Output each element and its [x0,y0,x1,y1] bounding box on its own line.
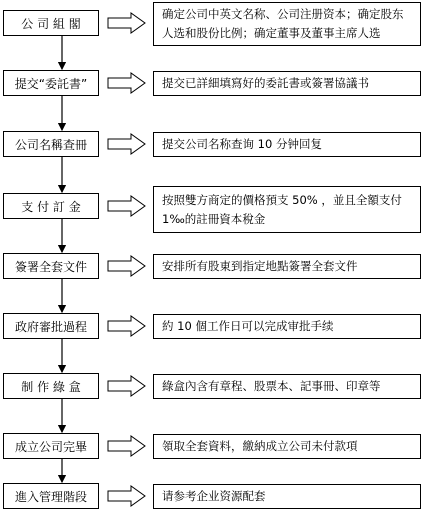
step-6-description-text: 約 10 個工作日可以完成审批手续 [162,319,334,333]
step-4-label: 支 付 訂 金 [21,199,81,214]
right-arrow-4 [108,196,145,216]
step-1-label: 公 司 組 閣 [21,16,81,31]
right-arrow-1 [108,13,145,33]
right-arrow-8 [108,436,145,456]
step-4-description-text: 按照雙方商定的價格預支 50% ，並且全額支付 1‰的註冊資本稅金 [162,192,402,226]
step-7-label: 制 作 綠 盒 [21,379,81,394]
step-8-description-text: 領取全套資料，繳納成立公司未付款項 [162,439,358,453]
step-7-description-text: 綠盒內含有章程、股票本、記事冊、印章等 [162,379,381,393]
right-arrow-3 [108,134,145,154]
step-3-label: 公司名稱查冊 [14,137,87,152]
right-arrow-5 [108,256,145,276]
step-5-label: 簽署全套文件 [14,259,87,274]
step-9-label: 進入管理階段 [14,489,87,504]
step-9-description-text: 请参考企业资源配套 [162,489,266,503]
step-2-label: 提交“委託書” [14,76,88,91]
step-8-label: 成立公司完畢 [14,439,87,454]
right-arrow-9 [108,486,145,506]
step-3-description-text: 提交公司名称查询 10 分钟回复 [162,137,322,151]
right-arrow-6 [108,316,145,336]
step-1-description-text: 确定公司中英文名称、公司注册资本；确定股东人选和股份比例；确定董事及董事主席人选 [162,7,404,40]
right-arrow-2 [108,73,145,93]
step-6-label: 政府審批過程 [14,319,87,334]
step-5-description-text: 安排所有股東到指定地點簽署全套文件 [162,259,358,273]
right-arrow-7 [108,376,145,396]
step-2-description-text: 提交已詳細填寫好的委託書或簽署協議书 [162,76,369,90]
